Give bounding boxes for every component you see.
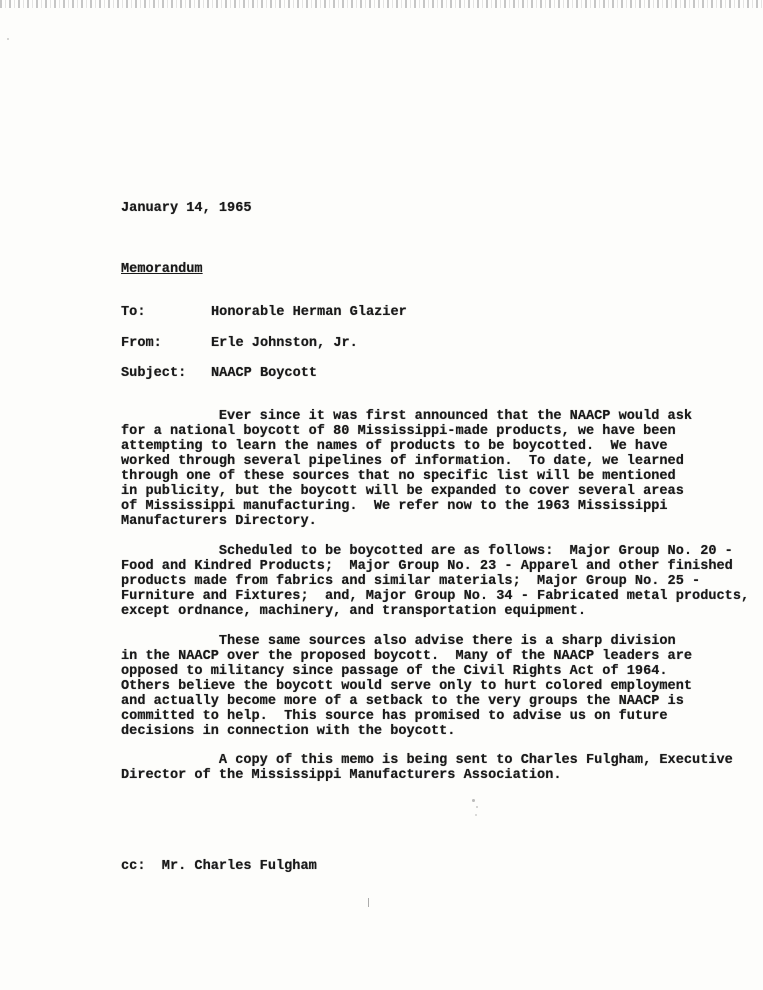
scan-speck: [476, 806, 478, 808]
to-value: Honorable Herman Glazier: [211, 305, 407, 320]
paragraph-line: Food and Kindred Products; Major Group No. 23 - Apparel and other finished: [121, 559, 733, 574]
paragraph-intro: [121, 409, 692, 529]
paragraph-line: Scheduled to be boycotted are as follows: Major Group No. 20 -: [121, 544, 733, 559]
cc-line: cc: Mr. Charles Fulgham: [121, 859, 317, 874]
scan-speck: [472, 799, 475, 802]
paragraph-line: products made from fabrics and similar materials; Major Group No. 25 -: [121, 574, 701, 589]
to-label: To:: [121, 305, 146, 320]
from-value: Erle Johnston, Jr.: [211, 336, 358, 351]
memo-heading: Memorandum: [121, 262, 203, 277]
paragraph-line: in publicity, but the boycott will be expanded to cover several areas: [121, 484, 684, 499]
paragraph-boycott-list: [121, 544, 749, 619]
scan-speck: [368, 898, 369, 907]
paragraph-line: opposed to militancy since passage of the Civil Rights Act of 1964.: [121, 664, 668, 679]
paragraph-line: These same sources also advise there is a sharp division: [121, 634, 676, 649]
paragraph-line: and actually become more of a setback to the very groups the NAACP is: [121, 694, 684, 709]
paragraph-line: of Mississippi manufacturing. We refer now to the 1963 Mississippi: [121, 499, 668, 514]
paragraph-line: Director of the Mississippi Manufacturers Association.: [121, 768, 562, 783]
memo-date: January 14, 1965: [121, 201, 252, 216]
paragraph-line: in the NAACP over the proposed boycott. Many of the NAACP leaders are: [121, 649, 693, 664]
paragraph-line: attempting to learn the names of products to be boycotted. We have: [121, 439, 668, 454]
paragraph-line: committed to help. This source has promised to advise us on future: [121, 709, 668, 724]
subject-value: NAACP Boycott: [211, 366, 318, 381]
paragraph-line: through one of these sources that no specific list will be mentioned: [121, 469, 676, 484]
paragraph-line: Furniture and Fixtures; and, Major Group No. 34 - Fabricated metal products,: [121, 589, 750, 604]
paragraph-line: Others believe the boycott would serve only to hurt colored employment: [121, 679, 693, 694]
scanned-top-edge: [0, 0, 763, 8]
subject-label: Subject:: [121, 366, 187, 381]
paragraph-line: worked through several pipelines of information. To date, we learned: [121, 454, 684, 469]
paragraph-line: decisions in connection with the boycott.: [121, 724, 456, 739]
from-label: From:: [121, 336, 162, 351]
paragraph-line: A copy of this memo is being sent to Charles Fulgham, Executive: [121, 753, 733, 768]
scan-speck: [475, 814, 477, 816]
paragraph-copy-notice: [121, 753, 733, 783]
scan-speck: [7, 38, 9, 40]
paragraph-division: [121, 634, 692, 739]
paragraph-line: for a national boycott of 80 Mississippi-made products, we have been: [121, 424, 676, 439]
paragraph-line: Ever since it was first announced that the NAACP would ask: [121, 409, 693, 424]
paragraph-line: except ordnance, machinery, and transportation equipment.: [121, 604, 586, 619]
paragraph-line: Manufacturers Directory.: [121, 514, 317, 529]
